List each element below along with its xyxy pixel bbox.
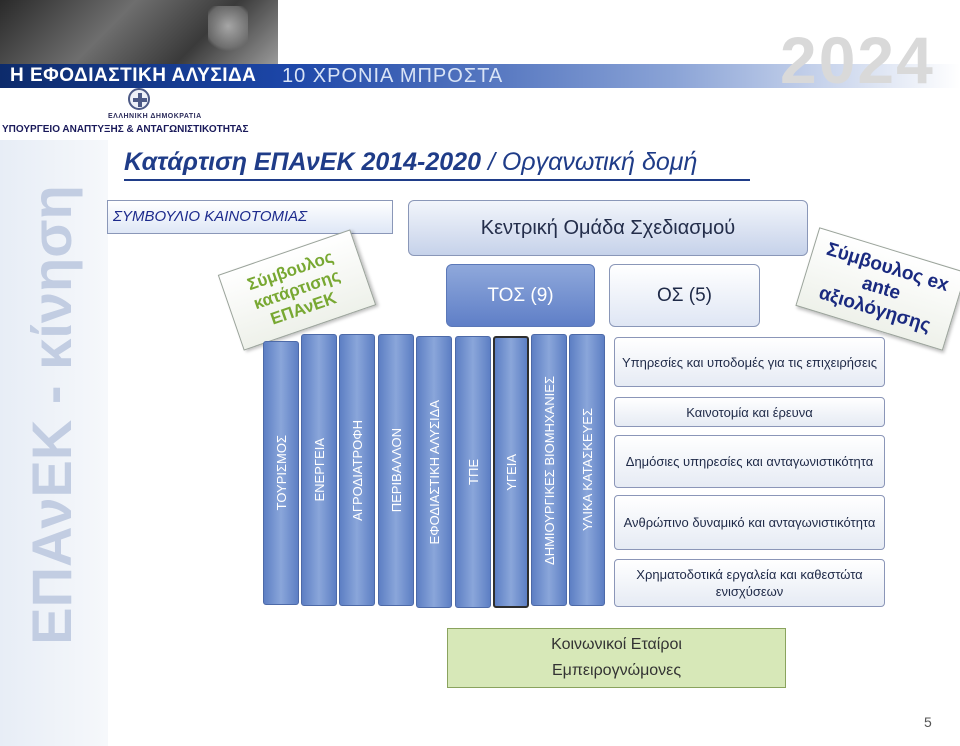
sector-label: ΕΝΕΡΓΕΙΑ xyxy=(311,438,327,502)
sector-label: ΤΟΥΡΙΣΜΟΣ xyxy=(273,435,289,511)
page-title-rest: / Οργανωτική δομή xyxy=(481,148,698,176)
title-underline xyxy=(124,179,750,181)
sector-health xyxy=(493,336,529,608)
partners-experts: Εμπειρογνώμονες xyxy=(551,662,682,679)
sector-label: ΥΛΙΚΑ ΚΑΤΑΣΚΕΥΕΣ xyxy=(579,408,595,532)
sector-ict xyxy=(455,336,491,608)
page-number: 5 xyxy=(924,714,932,730)
sector-materials-construction xyxy=(569,334,605,606)
sector-environment xyxy=(378,334,414,606)
os-box: ΟΣ (5) xyxy=(609,264,760,327)
innovation-council-box: ΣΥΜΒΟΥΛΙΟ ΚΑΙΝΟΤΟΜΙΑΣ xyxy=(107,200,393,234)
service-innovation-research: Καινοτομία και έρευνα xyxy=(614,397,885,427)
service-human-resources: Ανθρώπινο δυναμικό και ανταγωνιστικότητα xyxy=(614,495,885,550)
sector-creative-industries xyxy=(531,334,567,606)
sector-agrifood xyxy=(339,334,375,606)
brand-title: Η ΕΦΟΔΙΑΣΤΙΚΗ ΑΛΥΣΙΔΑ xyxy=(10,65,257,86)
year-logo: 2024 xyxy=(780,23,935,97)
core-planning-team-box: Κεντρική Ομάδα Σχεδιασμού xyxy=(408,200,808,256)
page-title-main: Κατάρτιση ΕΠΑνΕΚ 2014-2020 xyxy=(124,148,481,176)
sector-supply-chain xyxy=(416,336,452,608)
sector-energy xyxy=(301,334,337,606)
tos-box: ΤΟΣ (9) xyxy=(446,264,595,327)
header-photo xyxy=(0,0,278,64)
exante-advisor-card: Σύμβουλος ex ante αξιολόγησης xyxy=(795,227,960,350)
greek-emblem-icon xyxy=(128,88,150,110)
service-public-services: Δημόσιες υπηρεσίες και ανταγωνιστικότητα xyxy=(614,435,885,488)
page-title xyxy=(124,148,697,177)
service-financial-tools: Χρηματοδοτικά εργαλεία και καθεστώτα ενισχύσεων xyxy=(614,559,885,607)
training-advisor-card: Σύμβουλος κατάρτισης ΕΠΑνΕΚ xyxy=(218,229,376,350)
service-business-infrastructure: Υπηρεσίες και υποδομές για τις επιχειρήσεις xyxy=(614,337,885,387)
sector-label: ΔΗΜΙΟΥΡΓΙΚΕΣ ΒΙΟΜΗΧΑΝΙΕΣ xyxy=(541,375,557,565)
sector-label: ΕΦΟΔΙΑΣΤΙΚΗ ΑΛΥΣΙΔΑ xyxy=(426,399,442,545)
brand-subtitle: 10 ΧΡΟΝΙΑ ΜΠΡΟΣΤΑ xyxy=(282,65,504,87)
government-name: ΕΛΛΗΝΙΚΗ ΔΗΜΟΚΡΑΤΙΑ xyxy=(108,113,202,120)
sector-tourism xyxy=(263,341,299,605)
partners-social: Κοινωνικοί Εταίροι xyxy=(551,636,682,653)
ministry-name: ΥΠΟΥΡΓΕΙΟ ΑΝΑΠΤΥΞΗΣ & ΑΝΤΑΓΩΝΙΣΤΙΚΟΤΗΤΑΣ xyxy=(2,124,249,135)
sector-label: ΠΕΡΙΒΑΛΛΟΝ xyxy=(388,427,404,513)
sector-label: ΤΠΕ xyxy=(465,459,481,485)
partners-box xyxy=(447,628,786,688)
sector-label: ΑΓΡΟΔΙΑΤΡΟΦΗ xyxy=(349,419,365,521)
sector-label: ΥΓΕΙΑ xyxy=(503,453,519,491)
side-watermark-text: ΕΠΑνΕΚ - κίνηση xyxy=(20,185,83,645)
